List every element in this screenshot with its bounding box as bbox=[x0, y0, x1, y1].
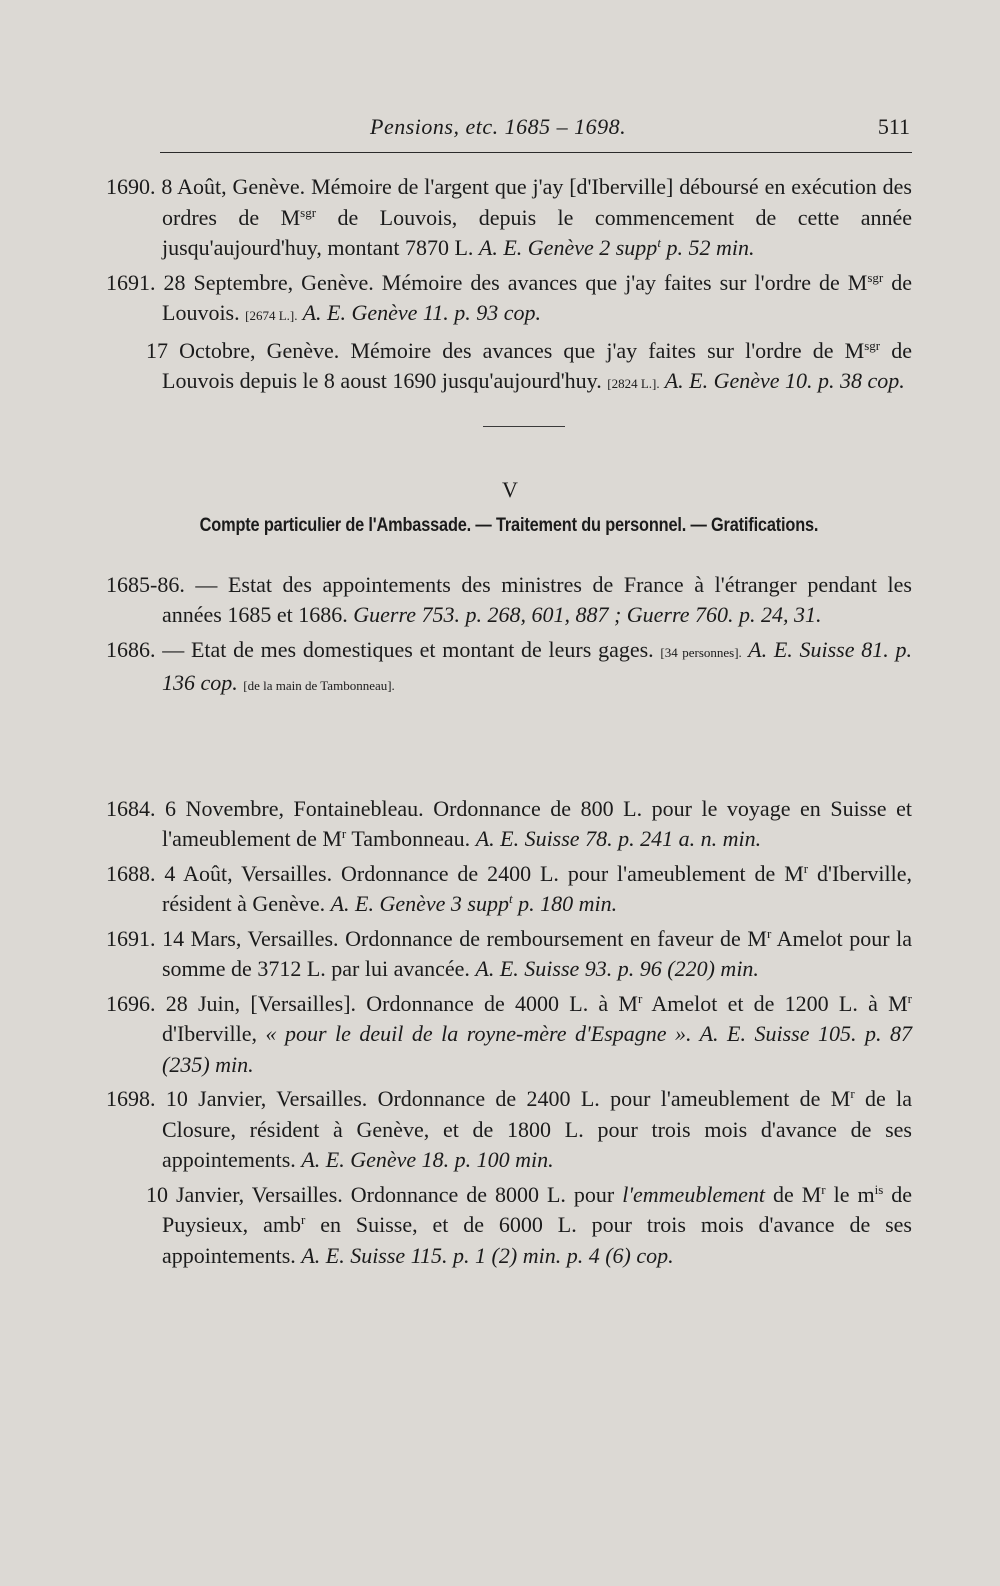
entry-1688: 1688. 4 Août, Versailles. Ordonnance de 2400 L. pour l'ameublement de $M^r$ d'Iberville, résident à Genève. A. E. Genève 3 supp$^t$ p. 180 min. bbox=[106, 860, 912, 916]
entry-1698-01b: 10 Janvier, Versailles. Ordonnance de 8000 L. pour l'emmeublement de $M^r$ le $m^{is}$ de Puysieux, amb$^r$ en Suisse, et de 6000 L. pour trois mois d'avance de ses appointements. A. E. Suisse 115. p. 1 (2) min. p. 4 (6) cop. bbox=[146, 1181, 912, 1268]
body-text bbox=[106, 172, 912, 1275]
entry-1696: 1696. 28 Juin, [Versailles]. Ordonnance de 4000 L. à $M^r$ Amelot et de 1200 L. à $M^r$ d'Iberville, « pour le deuil de la royne-mère d'Espagne ». A. E. Suisse 105. p. 87 (235) min. bbox=[106, 990, 912, 1077]
section-title: Compte particulier de l'Ambassade. — Traitement du personnel. — Gratifications. bbox=[199, 515, 819, 536]
entry-1685-86: 1685-86. — Estat des appointements des ministres de France à l'étranger pendant les années 1685 et 1686. Guerre 753. p. 268, 601, 887 ; Guerre 760. p. 24, 31. bbox=[106, 571, 912, 627]
entry-1698-01a: 1698. 10 Janvier, Versailles. Ordonnance de 2400 L. pour l'ameublement de $M^r$ de la Closure, résident à Genève, et de 1800 L. pour trois mois d'avance de ses appointements. A. E. Genève 18. p. 100 min. bbox=[106, 1086, 912, 1172]
entry-1690-08: 1690. 8 Août, Genève. Mémoire de l'argent que j'ay [d'Iberville] déboursé en exécution des ordres de $M^{sgr}$ de Louvois, depuis le commencement de cette année jusqu'aujourd'huy, montant 7870 L. A. E. Genève 2 supp$^t$ p. 52 min. bbox=[106, 174, 912, 260]
entry-1691-03: 1691. 14 Mars, Versailles. Ordonnance de remboursement en faveur de $M^r$ Amelot pour la somme de 3712 L. par lui avancée. A. E. Suisse 93. p. 96 (220) min. bbox=[106, 925, 912, 981]
running-title: Pensions, etc. 1685 – 1698. bbox=[370, 114, 627, 139]
entry-1691-10: 17 Octobre, Genève. Mémoire des avances que j'ay faites sur l'ordre de $M^{sgr}$ de Louvois depuis le 8 aoust 1690 jusqu'aujourd'huy. [2824 L.]. A. E. Genève 10. p. 38 cop. bbox=[146, 337, 912, 393]
section-gap bbox=[106, 706, 912, 794]
entry-1684: 1684. 6 Novembre, Fontainebleau. Ordonnance de 800 L. pour le voyage en Suisse et l'ameublement de $M^r$ Tambonneau. A. E. Suisse 78. p. 241 a. n. min. bbox=[106, 795, 912, 851]
entry-1686: 1686. — Etat de mes domestiques et montant de leurs gages. [34 personnes]. A. E. Suisse 81. p. 136 cop. [de la main de Tambonneau]. bbox=[106, 636, 912, 695]
entry-1691-09: 1691. 28 Septembre, Genève. Mémoire des avances que j'ay faites sur l'ordre de $M^{sgr}$ de Louvois. [2674 L.]. A. E. Genève 11. p. 93 cop. bbox=[106, 269, 913, 325]
section-divider bbox=[483, 426, 565, 427]
section-numeral: V bbox=[502, 476, 518, 502]
page-header bbox=[160, 112, 912, 153]
page-number: 511 bbox=[877, 114, 910, 139]
